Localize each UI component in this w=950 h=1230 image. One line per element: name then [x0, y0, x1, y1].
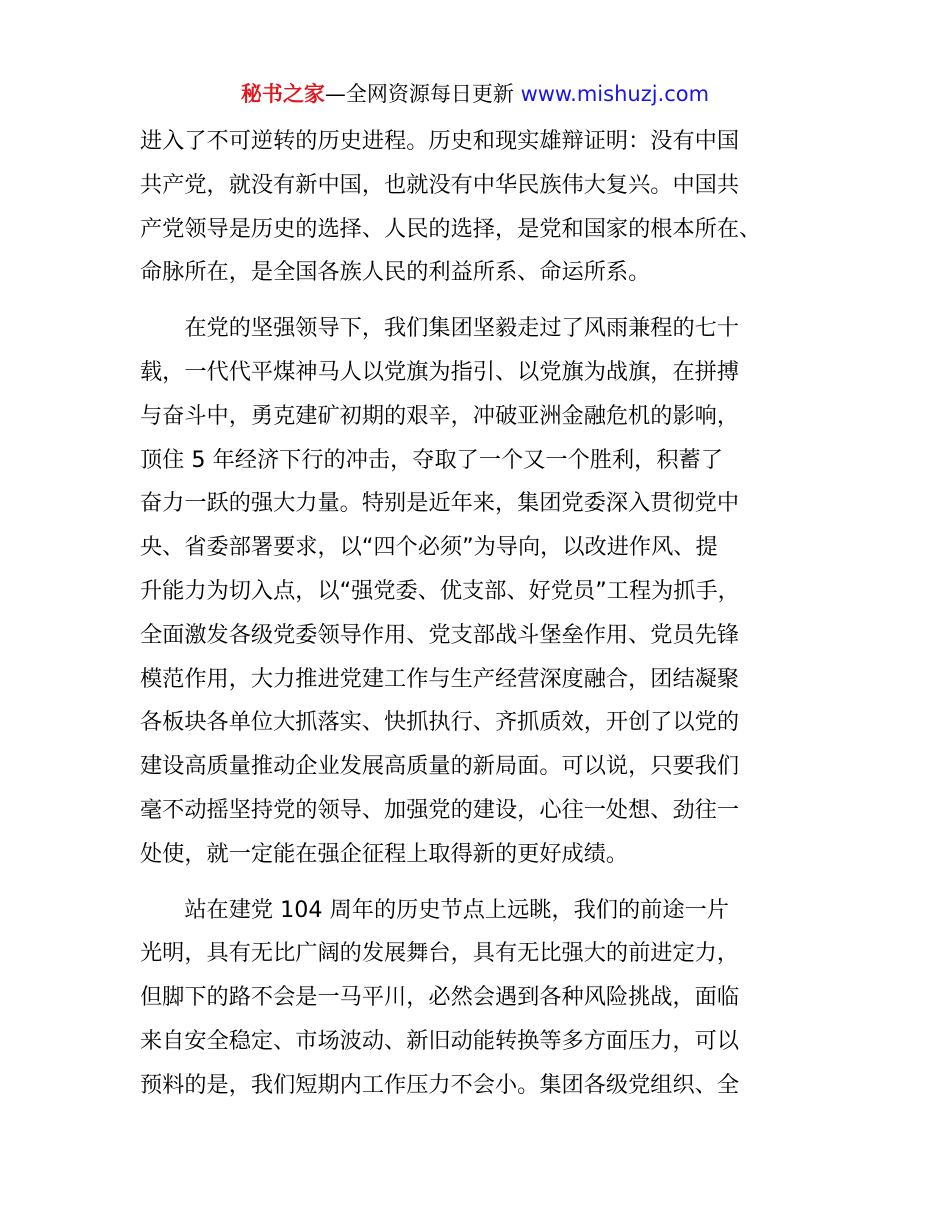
text-line: 载，一代代平煤神马人以党旗为指引、以党旗为战旗，在拼搏	[140, 358, 740, 385]
document-body	[140, 120, 820, 1108]
paragraph-gap	[140, 295, 820, 307]
paragraph-2	[140, 307, 820, 876]
site-tagline: —全网资源每日更新	[324, 82, 521, 106]
text-line: 与奋斗中，勇克建矿初期的艰辛，冲破亚洲金融危机的影响，	[140, 402, 740, 429]
paragraph-gap	[140, 877, 820, 889]
site-header	[0, 80, 950, 108]
text-line: 光明，具有无比广阔的发展舞台，具有无比强大的前进定力，	[140, 940, 740, 967]
text-line: 但脚下的路不会是一马平川，必然会遇到各种风险挑战，面临	[140, 984, 740, 1011]
text-line: 各板块各单位大抓落实、快抓执行、齐抓质效，开创了以党的	[140, 709, 740, 736]
text-line: 站在建党 104 周年的历史节点上远眺，我们的前途一片	[140, 896, 729, 923]
text-line: 进入了不可逆转的历史进程。历史和现实雄辩证明：没有中国	[140, 128, 740, 154]
text-line: 预料的是，我们短期内工作压力不会小。集团各级党组织、全	[140, 1071, 740, 1098]
text-line: 央、省委部署要求，以“四个必须”为导向，以改进作风、提	[140, 534, 718, 561]
text-line: 顶住 5 年经济下行的冲击，夺取了一个又一个胜利，积蓄了	[140, 446, 723, 473]
text-line: 模范作用，大力推进党建工作与生产经营深度融合，团结凝聚	[140, 665, 740, 692]
text-line: 奋力一跃的强大力量。特别是近年来，集团党委深入贯彻党中	[140, 490, 740, 517]
text-line: 全面激发各级党委领导作用、党支部战斗堡垒作用、党员先锋	[140, 621, 740, 648]
text-line: 升能力为切入点，以“强党委、优支部、好党员”工程为抓手，	[140, 577, 740, 604]
paragraph-3	[140, 889, 820, 1108]
text-line: 命脉所在，是全国各族人民的利益所系、命运所系。	[140, 259, 651, 286]
text-line: 产党领导是历史的选择、人民的选择，是党和国家的根本所在、	[140, 215, 762, 242]
site-brand: 秘书之家	[240, 82, 325, 106]
text-line: 处使，就一定能在强企征程上取得新的更好成绩。	[140, 840, 629, 867]
text-line: 建设高质量推动企业发展高质量的新局面。可以说，只要我们	[140, 753, 740, 780]
text-line: 共产党，就没有新中国，也就没有中华民族伟大复兴。中国共	[140, 171, 740, 198]
site-url-link[interactable]: www.mishuzj.com	[520, 82, 710, 106]
text-line: 来自安全稳定、市场波动、新旧动能转换等多方面压力，可以	[140, 1027, 740, 1054]
text-line: 在党的坚强领导下，我们集团坚毅走过了风雨兼程的七十	[140, 315, 740, 342]
paragraph-1	[140, 120, 820, 295]
text-line: 毫不动摇坚持党的领导、加强党的建设，心往一处想、劲往一	[140, 796, 740, 823]
